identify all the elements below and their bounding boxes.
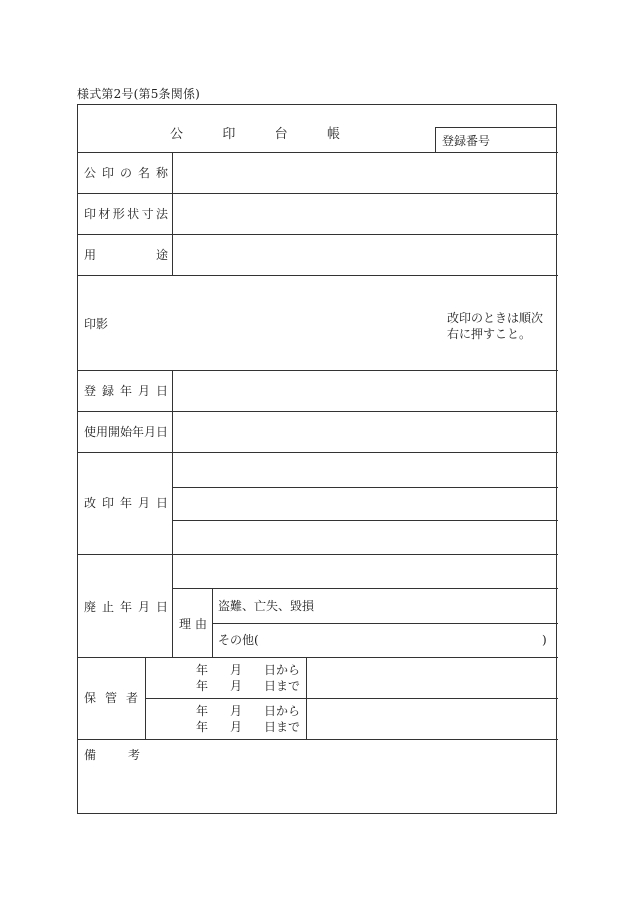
reseal-date-field-1[interactable] <box>173 453 558 487</box>
label-char: 月 <box>137 600 150 614</box>
label-char: 考 <box>127 748 140 762</box>
label-char: 登 <box>84 384 97 398</box>
seal-name-field[interactable] <box>173 153 558 193</box>
registration-date-field[interactable] <box>173 371 558 411</box>
reseal-date-field-2[interactable] <box>173 488 558 520</box>
label-char: 寸 <box>141 207 154 221</box>
reason-option-theft-loss-damage[interactable]: 盗難、亡失、毀損 <box>218 599 315 613</box>
note-line: 改印のときは順次 <box>447 311 544 325</box>
label-char: 月 <box>229 679 242 693</box>
label-char: 公 <box>84 166 97 180</box>
label-char: 改 <box>84 496 97 510</box>
label-char: 日まで <box>263 720 300 734</box>
label-char: 日から <box>263 704 300 718</box>
label-char: 止 <box>101 600 114 614</box>
label-char: 日から <box>263 663 300 677</box>
abolition-date-label <box>84 600 168 614</box>
note-line: 右に押すこと。 <box>447 327 532 341</box>
label-char: 者 <box>125 691 138 705</box>
reseal-date-field-3[interactable] <box>173 521 558 554</box>
reason-label <box>179 617 207 631</box>
label-char: 年 <box>119 384 132 398</box>
label-char: 月 <box>229 720 242 734</box>
label-char: 用 <box>84 248 97 262</box>
label-char: 日 <box>155 496 168 510</box>
usage-start-date-label: 使用開始年月日 <box>84 425 169 439</box>
title-char: 公 <box>170 127 184 142</box>
seal-material-label <box>84 207 168 221</box>
usage-start-date-field[interactable] <box>173 412 558 452</box>
title-char: 帳 <box>326 127 340 142</box>
abolition-date-field[interactable] <box>173 555 558 588</box>
form-title <box>170 123 340 142</box>
seal-impression-area[interactable] <box>118 276 438 370</box>
label-char: 日 <box>155 384 168 398</box>
remarks-label <box>84 748 140 762</box>
custodian-name-field-1[interactable] <box>307 658 558 698</box>
label-char: 保 <box>84 691 97 705</box>
label-char: 廃 <box>84 600 97 614</box>
title-char: 台 <box>274 127 288 142</box>
seal-impression-label: 印影 <box>84 317 109 331</box>
custodian-label <box>84 691 138 705</box>
label-char: 月 <box>137 496 150 510</box>
label-char: 印 <box>101 496 114 510</box>
registration-number-box <box>435 127 557 153</box>
form-caption: 様式第2号(第5条関係) <box>77 87 201 101</box>
label-char: 年 <box>119 496 132 510</box>
label-char: 印 <box>101 166 114 180</box>
custodian-period-2 <box>196 703 300 735</box>
purpose-label <box>84 248 168 262</box>
label-char: 月 <box>229 663 242 677</box>
seal-register-form <box>77 104 557 814</box>
seal-impression-note <box>447 310 557 342</box>
label-char: 備 <box>84 748 97 762</box>
label-char: 印 <box>84 207 97 221</box>
label-char: 理 <box>179 617 192 631</box>
label-char: 録 <box>101 384 114 398</box>
custodian-period-1 <box>196 662 300 694</box>
custodian-name-field-2[interactable] <box>307 699 558 739</box>
reason-option-other[interactable]: その他( <box>218 633 259 647</box>
label-char: 日まで <box>263 679 300 693</box>
label-char: 途 <box>155 248 168 262</box>
seal-name-label <box>84 166 168 180</box>
label-char: 称 <box>155 166 168 180</box>
label-char: 状 <box>127 207 140 221</box>
label-char: 年 <box>196 663 209 677</box>
reason-option-other-close: ) <box>542 633 547 647</box>
label-char: 月 <box>229 704 242 718</box>
label-char: 月 <box>137 384 150 398</box>
label-char: 年 <box>196 679 209 693</box>
label-char: 日 <box>155 600 168 614</box>
label-char: 名 <box>137 166 150 180</box>
label-char: の <box>119 166 132 180</box>
label-char: 年 <box>196 720 209 734</box>
label-char: 形 <box>112 207 125 221</box>
label-char: 年 <box>196 704 209 718</box>
label-char: 年 <box>119 600 132 614</box>
label-char: 法 <box>155 207 168 221</box>
label-char: 管 <box>104 691 117 705</box>
registration-date-label <box>84 384 168 398</box>
remarks-field[interactable] <box>148 745 553 811</box>
seal-material-field[interactable] <box>173 194 558 234</box>
title-char: 印 <box>222 127 236 142</box>
registration-number-label: 登録番号 <box>442 134 491 148</box>
purpose-field[interactable] <box>173 235 558 275</box>
label-char: 材 <box>98 207 111 221</box>
reseal-date-label <box>84 496 168 510</box>
label-char: 由 <box>194 617 207 631</box>
